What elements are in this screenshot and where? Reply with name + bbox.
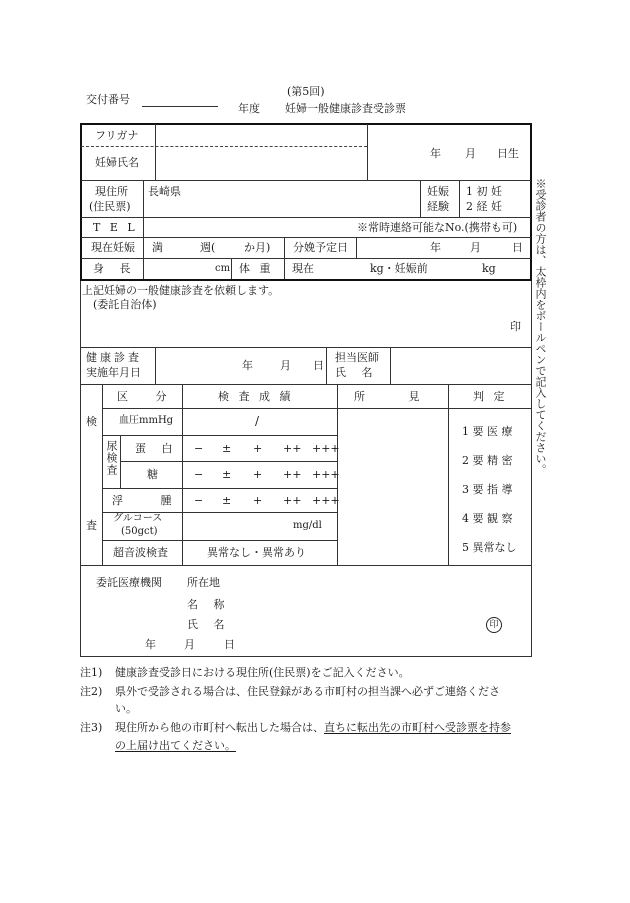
due-year-label: 年 [430, 241, 441, 254]
pregnancy-experience-label-2: 経験 [427, 200, 449, 213]
municipality-seal: 印 [510, 320, 521, 333]
facility-month-label: 月 [184, 638, 195, 651]
facility-year-label: 年 [145, 638, 156, 651]
sugar-scale-plusminus[interactable]: ± [222, 468, 232, 481]
judgement-option-2[interactable]: 2 要 精 密 [462, 454, 513, 467]
protein-scale-3plus[interactable]: +++ [312, 442, 340, 455]
protein-scale-plusminus[interactable]: ± [222, 442, 232, 455]
sugar-scale-plus[interactable]: + [253, 468, 263, 481]
height-label: 身 長 [93, 262, 137, 275]
note-2-text: 県外で受診される場合は、住民登録がある市町村の担当課へ必ずご連絡くださ [115, 685, 500, 698]
name-field[interactable] [157, 149, 365, 178]
blood-pressure-label: 血圧mmHg [119, 415, 174, 426]
facility-seal-mark: 印 [486, 617, 502, 633]
tel-note: ※常時連絡可能なNo.(携帯も可) [357, 221, 518, 234]
facility-name-label: 名 称 [187, 598, 231, 611]
doctor-name-field[interactable] [393, 350, 528, 381]
height-field[interactable] [146, 260, 212, 277]
weight-unit: kg [482, 262, 496, 275]
option-first-pregnancy[interactable]: 1 初 妊 [466, 185, 502, 198]
facility-day-label: 日 [224, 638, 235, 651]
furigana-label: フリガナ [95, 129, 139, 142]
glucose-unit: mg/dl [293, 520, 322, 531]
glucose-label: グルコース [113, 513, 163, 524]
issue-number-label: 交付番号 [86, 93, 130, 106]
exam-date-label-1: 健康診査 [86, 351, 142, 364]
tel-field[interactable] [146, 219, 356, 235]
note-2-label: 注2) [80, 685, 103, 698]
col-header-category: 区 分 [117, 390, 179, 403]
note-3-text-underlined: 直ちに転出先の市町村へ受診票を持参 [324, 721, 511, 734]
round-label: (第5回) [287, 85, 325, 98]
doctor-label-2: 氏 名 [335, 366, 379, 379]
height-unit: cm [215, 263, 231, 274]
fiscal-year-label: 年度 [238, 102, 260, 115]
col-header-findings: 所 見 [354, 390, 420, 403]
judgement-option-4[interactable]: 4 要 観 察 [462, 512, 513, 525]
note-1-label: 注1) [80, 666, 103, 679]
due-date-label: 分娩予定日 [293, 241, 348, 254]
prepregnancy-weight-label: kg・妊娠前 [370, 262, 428, 275]
dob-month-label: 月 [465, 147, 476, 160]
due-day-label: 日 [512, 241, 523, 254]
full-label: 満 [152, 241, 163, 254]
exam-date-label-2: 実施年月日 [86, 366, 141, 379]
current-weight-label: 現在 [292, 262, 314, 275]
due-month-label: 月 [470, 241, 481, 254]
edema-scale-2plus[interactable]: ++ [283, 494, 302, 507]
current-pregnancy-label: 現在妊娠 [91, 241, 135, 254]
blood-pressure-field[interactable] [185, 411, 334, 432]
glucose-field[interactable] [185, 515, 289, 537]
urine-protein-label: 蛋 白 [135, 442, 179, 455]
judgement-option-3[interactable]: 3 要 指 導 [462, 483, 513, 496]
pregnant-woman-name-label: 妊婦氏名 [95, 156, 139, 169]
issue-number-field[interactable] [142, 106, 218, 107]
dob-day-label: 日生 [497, 147, 519, 160]
side-label-exam: 検 [86, 415, 97, 428]
weeks-field[interactable]: 週( [200, 241, 216, 254]
note-3-text [115, 722, 511, 733]
ultrasound-options[interactable]: 異常なし・異常あり [207, 546, 306, 559]
weight-label: 体 重 [239, 262, 274, 275]
col-header-results: 検 査 成 績 [218, 390, 294, 403]
address-sublabel: (住民票) [89, 200, 131, 213]
findings-field[interactable] [340, 411, 445, 562]
ultrasound-label: 超音波検査 [113, 546, 168, 559]
facility-address-label: 所在地 [187, 576, 220, 589]
facility-label: 委託医療機関 [96, 576, 162, 589]
note-3-text-cont: の上届け出てください。 [115, 739, 236, 752]
form-title: 妊婦一般健康診査受診票 [285, 102, 406, 115]
urine-sugar-label: 糖 [147, 468, 158, 481]
sugar-scale-2plus[interactable]: ++ [283, 468, 302, 481]
note-3-text-a: 現住所から他の市町村へ転出した場合は、 [115, 721, 324, 734]
exam-day-label: 日 [313, 359, 324, 372]
sugar-scale-3plus[interactable]: +++ [312, 468, 340, 481]
exam-month-label: 月 [280, 359, 291, 372]
protein-scale-minus[interactable]: − [194, 442, 204, 455]
protein-scale-2plus[interactable]: ++ [283, 442, 302, 455]
note-3-label: 注3) [80, 721, 103, 734]
blood-pressure-slash: / [255, 414, 260, 428]
frame-bottom [80, 279, 532, 281]
months-field[interactable]: か月) [244, 241, 271, 254]
protein-scale-plus[interactable]: + [253, 442, 263, 455]
note-2-text-cont: い。 [115, 702, 137, 715]
note-1-text: 健康診査受診日における現住所(住民票)をご記入ください。 [115, 666, 410, 679]
dob-year-label: 年 [430, 147, 441, 160]
judgement-option-5[interactable]: 5 異常なし [462, 541, 517, 554]
urine-test-label: 尿検査 [105, 440, 118, 476]
edema-scale-plusminus[interactable]: ± [222, 494, 232, 507]
entrusted-municipality-label: (委託自治体) [93, 298, 157, 311]
ballpoint-pen-note: ※受診者の方は、太枠内をボールペンで記入してください。 [534, 178, 547, 475]
glucose-sublabel: (50gct) [121, 526, 158, 537]
col-header-judgement: 判 定 [473, 390, 508, 403]
edema-scale-plus[interactable]: + [253, 494, 263, 507]
request-text: 上記妊婦の一般健康診査を依頼します。 [82, 284, 280, 297]
tel-label: T E L [93, 221, 138, 234]
pregnancy-experience-label-1: 妊娠 [427, 185, 449, 198]
edema-scale-minus[interactable]: − [194, 494, 204, 507]
doctor-label-1: 担当医師 [335, 351, 379, 364]
sugar-scale-minus[interactable]: − [194, 468, 204, 481]
frame-top [80, 123, 532, 125]
edema-label: 浮 腫 [112, 494, 172, 507]
exam-year-label: 年 [242, 359, 253, 372]
prefecture-text: 長崎県 [148, 185, 181, 198]
judgement-option-1[interactable]: 1 要 医 療 [462, 425, 513, 438]
side-label-test: 査 [86, 519, 97, 532]
address-field[interactable] [186, 183, 416, 215]
facility-person-label: 氏 名 [187, 618, 231, 631]
option-previous-pregnancy[interactable]: 2 経 妊 [466, 200, 502, 213]
edema-scale-3plus[interactable]: +++ [312, 494, 340, 507]
address-label: 現住所 [95, 185, 128, 198]
furigana-field[interactable] [157, 126, 365, 144]
